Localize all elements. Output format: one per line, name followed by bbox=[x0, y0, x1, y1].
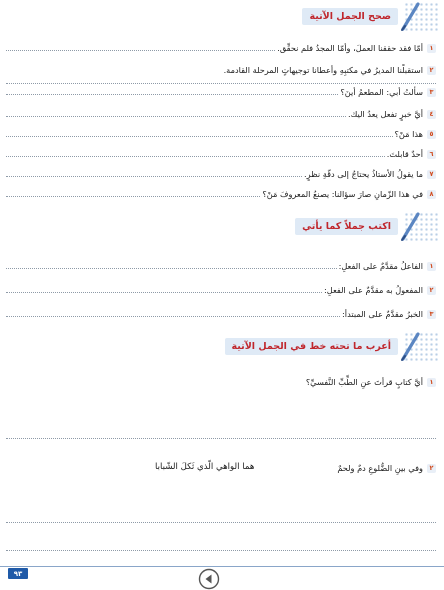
answer-dotted-line[interactable] bbox=[6, 292, 322, 293]
item-text: أحدٌ قابلتَ. bbox=[386, 149, 423, 159]
item-text: سألتُ أبي: المطعمُ أينَ؟ bbox=[340, 87, 423, 97]
item-text: هذا مَنْ؟ bbox=[394, 129, 423, 139]
answer-dotted-line[interactable] bbox=[6, 196, 260, 197]
page-number-badge: ٩٣ bbox=[8, 568, 28, 579]
item-number: ٢ bbox=[427, 464, 436, 473]
item-text: أيَّ خبرٍ تفعل يعدُ اليك. bbox=[348, 109, 423, 119]
exercise-line bbox=[6, 126, 436, 142]
section-title: صحح الجمل الآتية bbox=[309, 11, 391, 22]
item-number: ١ bbox=[427, 44, 436, 53]
item-number: ٢ bbox=[427, 66, 436, 75]
item-text: في هذا الزّمانِ صارَ سؤالنا: يصنعُ المعروفَ مَنْ؟ bbox=[262, 189, 423, 199]
answer-dotted-line[interactable] bbox=[6, 176, 302, 177]
item-text: ما يقولُ الأستاذُ يحتاجُ إلى دقّةِ نظرٍ. bbox=[304, 169, 423, 179]
answer-dotted-line[interactable] bbox=[6, 316, 340, 317]
item-text: الفاعلُ مقدَّمٌ على الفعلِ: bbox=[338, 261, 423, 271]
item-number: ٣ bbox=[427, 88, 436, 97]
exercise-line bbox=[6, 306, 436, 322]
pen-icon bbox=[400, 1, 422, 31]
nav-circle-arrow-icon[interactable] bbox=[198, 568, 220, 590]
section-title: أعرب ما تحته خط في الجمل الآتية bbox=[231, 341, 391, 352]
item-number: ٤ bbox=[427, 110, 436, 119]
item-number: ١ bbox=[427, 262, 436, 271]
item-number: ٨ bbox=[427, 190, 436, 199]
exercise-line bbox=[6, 84, 436, 100]
exercise-line bbox=[6, 62, 436, 78]
item-text: استقبلْنا المديرُ في مكتبِهِ وأعطانا توجيهاتٍ المرحلة القادمة. bbox=[223, 65, 423, 75]
answer-dotted-line[interactable] bbox=[6, 50, 275, 51]
section-title: اكتب جملاً كما يأتي bbox=[302, 221, 391, 232]
exercise-line bbox=[6, 186, 436, 202]
exercise-line bbox=[6, 258, 436, 274]
answer-dotted-line[interactable] bbox=[6, 438, 436, 439]
section-header-correct bbox=[278, 4, 438, 30]
item-number: ١ bbox=[427, 378, 436, 387]
item-number: ٢ bbox=[427, 286, 436, 295]
item-number: ٣ bbox=[427, 310, 436, 319]
pen-icon bbox=[400, 211, 422, 241]
verse-second-half: هما الواهي الّذي ثَكلَ الشّبابا bbox=[155, 462, 255, 472]
exercise-line bbox=[6, 40, 436, 56]
exercise-line bbox=[6, 282, 436, 298]
answer-dotted-line[interactable] bbox=[6, 156, 385, 157]
answer-dotted-line[interactable] bbox=[6, 94, 338, 95]
exercise-line bbox=[6, 106, 436, 122]
section-title-box bbox=[225, 338, 398, 355]
section-header-write bbox=[278, 214, 438, 240]
item-text: المفعولُ به مقدَّمٌ على الفعلِ: bbox=[324, 285, 423, 295]
item-text: وفي بينِ الضُّلوعِ دمٌ ولحمٌ bbox=[337, 463, 423, 473]
answer-dotted-line[interactable] bbox=[6, 550, 436, 551]
section-header-parse bbox=[218, 334, 438, 360]
item-number: ٦ bbox=[427, 150, 436, 159]
section-title-box bbox=[302, 8, 398, 25]
exercise-line bbox=[6, 146, 436, 162]
answer-dotted-line[interactable] bbox=[6, 136, 393, 137]
item-text: أيَّ كتابٍ قرأتَ عنِ الطِّبِّ النَّفسيِّ؟ bbox=[305, 377, 423, 387]
footer-rule bbox=[0, 566, 444, 567]
answer-dotted-line[interactable] bbox=[6, 116, 346, 117]
item-number: ٥ bbox=[427, 130, 436, 139]
item-number: ٧ bbox=[427, 170, 436, 179]
exercise-line bbox=[6, 374, 436, 390]
item-text: الخبرُ مقدَّمٌ على المبتدأ: bbox=[342, 309, 423, 319]
exercise-line bbox=[6, 166, 436, 182]
answer-dotted-line[interactable] bbox=[6, 268, 337, 269]
section-title-box bbox=[295, 218, 398, 235]
pen-icon bbox=[400, 331, 422, 361]
answer-dotted-line[interactable] bbox=[6, 522, 436, 523]
item-text: أمّا فقد حققنا العملَ، وأمّا المجدُ فلم نحقِّق. bbox=[277, 43, 423, 53]
